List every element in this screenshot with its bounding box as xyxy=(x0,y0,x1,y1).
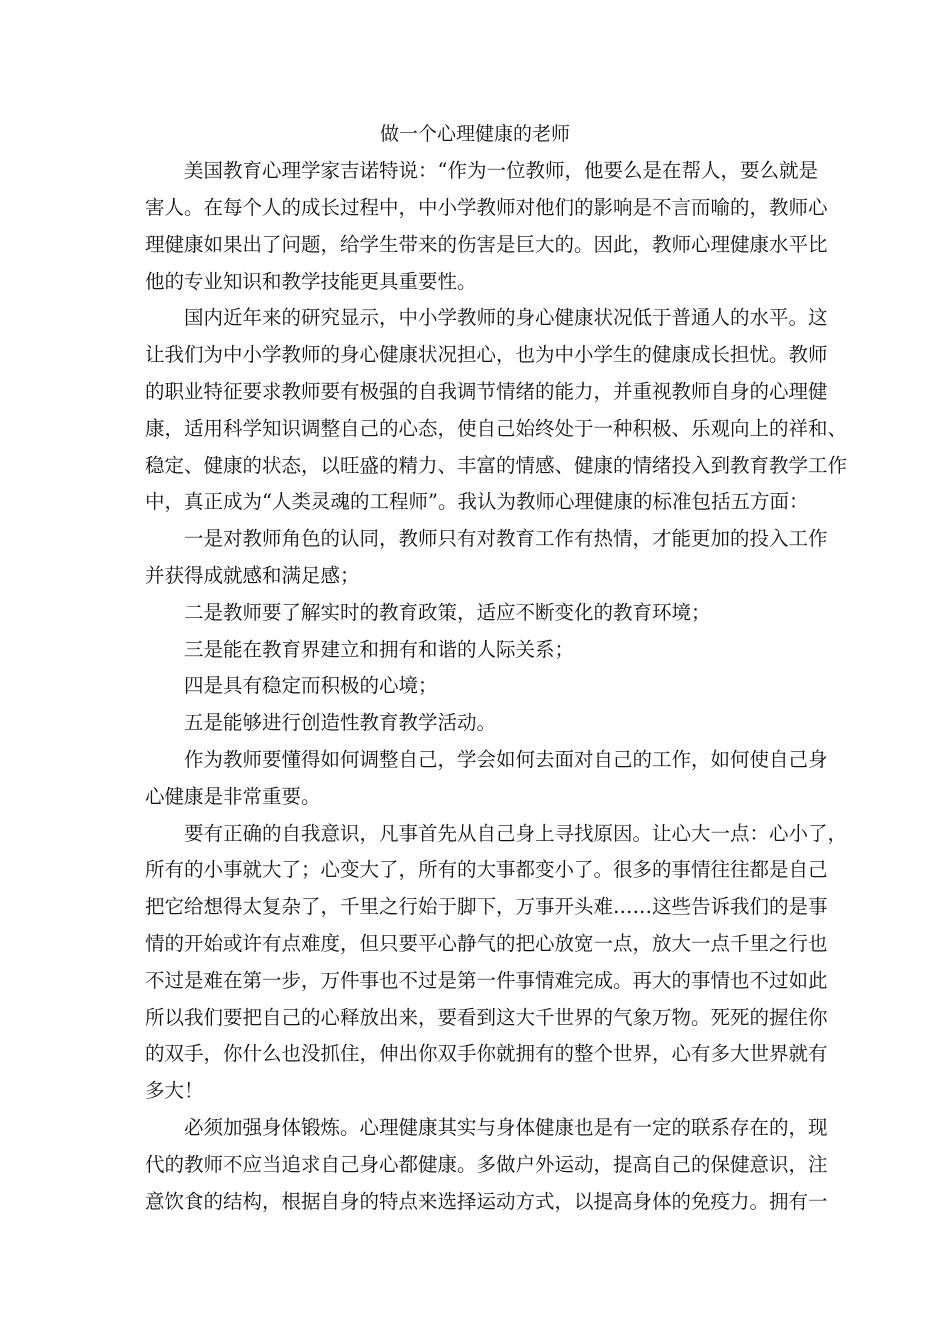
text-line: 心健康是非常重要。 xyxy=(145,785,321,808)
text-line: 中，真正成为“人类灵魂的工程师”。我认为教师心理健康的标准包括五方面： xyxy=(145,490,809,513)
text-line: 理健康如果出了问题，给学生带来的伤害是巨大的。因此，教师心理健康水平比 xyxy=(145,233,828,256)
text-line: 并获得成就感和满足感； xyxy=(145,564,360,587)
text-line: 必须加强身体锻炼。心理健康其实与身体健康也是有一定的联系存在的，现 xyxy=(184,1116,828,1139)
text-line: 四是具有稳定而积极的心境； xyxy=(184,674,438,697)
text-line: 多大！ xyxy=(145,1079,204,1102)
text-line: 一是对教师角色的认同，教师只有对教育工作有热情，才能更加的投入工作 xyxy=(184,527,828,550)
text-line: 他的专业知识和教学技能更具重要性。 xyxy=(145,270,477,293)
text-line: 的双手，你什么也没抓住，伸出你双手你就拥有的整个世界，心有多大世界就有 xyxy=(145,1042,828,1065)
text-line: 害人。在每个人的成长过程中，中小学教师对他们的影响是不言而喻的，教师心 xyxy=(145,196,828,219)
text-line: 情的开始或许有点难度，但只要平心静气的把心放宽一点，放大一点千里之行也 xyxy=(145,932,828,955)
text-line: 作为教师要懂得如何调整自己，学会如何去面对自己的工作，如何使自己身 xyxy=(184,748,828,771)
text-line: 把它给想得太复杂了，千里之行始于脚下，万事开头难……这些告诉我们的是事 xyxy=(145,895,828,918)
text-line: 的职业特征要求教师要有极强的自我调节情绪的能力，并重视教师自身的心理健 xyxy=(145,380,828,403)
text-line: 所以我们要把自己的心释放出来，要看到这大千世界的气象万物。死死的握住你 xyxy=(145,1006,828,1029)
text-line: 所有的小事就大了；心变大了，所有的大事都变小了。很多的事情往往都是自己 xyxy=(145,858,828,881)
text-line: 美国教育心理学家吉诺特说：“作为一位教师，他要么是在帮人，要么就是 xyxy=(184,159,818,182)
text-line: 意饮食的结构，根据自身的特点来选择运动方式，以提高身体的免疫力。拥有一 xyxy=(145,1190,828,1213)
text-line: 国内近年来的研究显示，中小学教师的身心健康状况低于普通人的水平。这 xyxy=(184,306,828,329)
text-line: 康，适用科学知识调整自己的心态，使自己始终处于一种积极、乐观向上的祥和、 xyxy=(145,417,848,440)
text-line: 五是能够进行创造性教育教学活动。 xyxy=(184,711,497,734)
text-line: 不过是难在第一步，万件事也不过是第一件事情难完成。再大的事情也不过如此 xyxy=(145,969,828,992)
text-line: 二是教师要了解实时的教育政策，适应不断变化的教育环境； xyxy=(184,601,711,624)
text-line: 让我们为中小学教师的身心健康状况担心，也为中小学生的健康成长担忧。教师 xyxy=(145,343,828,366)
text-line: 代的教师不应当追求自己身心都健康。多做户外运动，提高自己的保健意识，注 xyxy=(145,1153,828,1176)
document-title: 做一个心理健康的老师 xyxy=(379,123,570,145)
text-line: 要有正确的自我意识，凡事首先从自己身上寻找原因。让心大一点：心小了， xyxy=(184,822,848,845)
text-line: 三是能在教育界建立和拥有和谐的人际关系； xyxy=(184,638,575,661)
text-line: 稳定、健康的状态，以旺盛的精力、丰富的情感、健康的情绪投入到教育教学工作 xyxy=(145,454,848,477)
